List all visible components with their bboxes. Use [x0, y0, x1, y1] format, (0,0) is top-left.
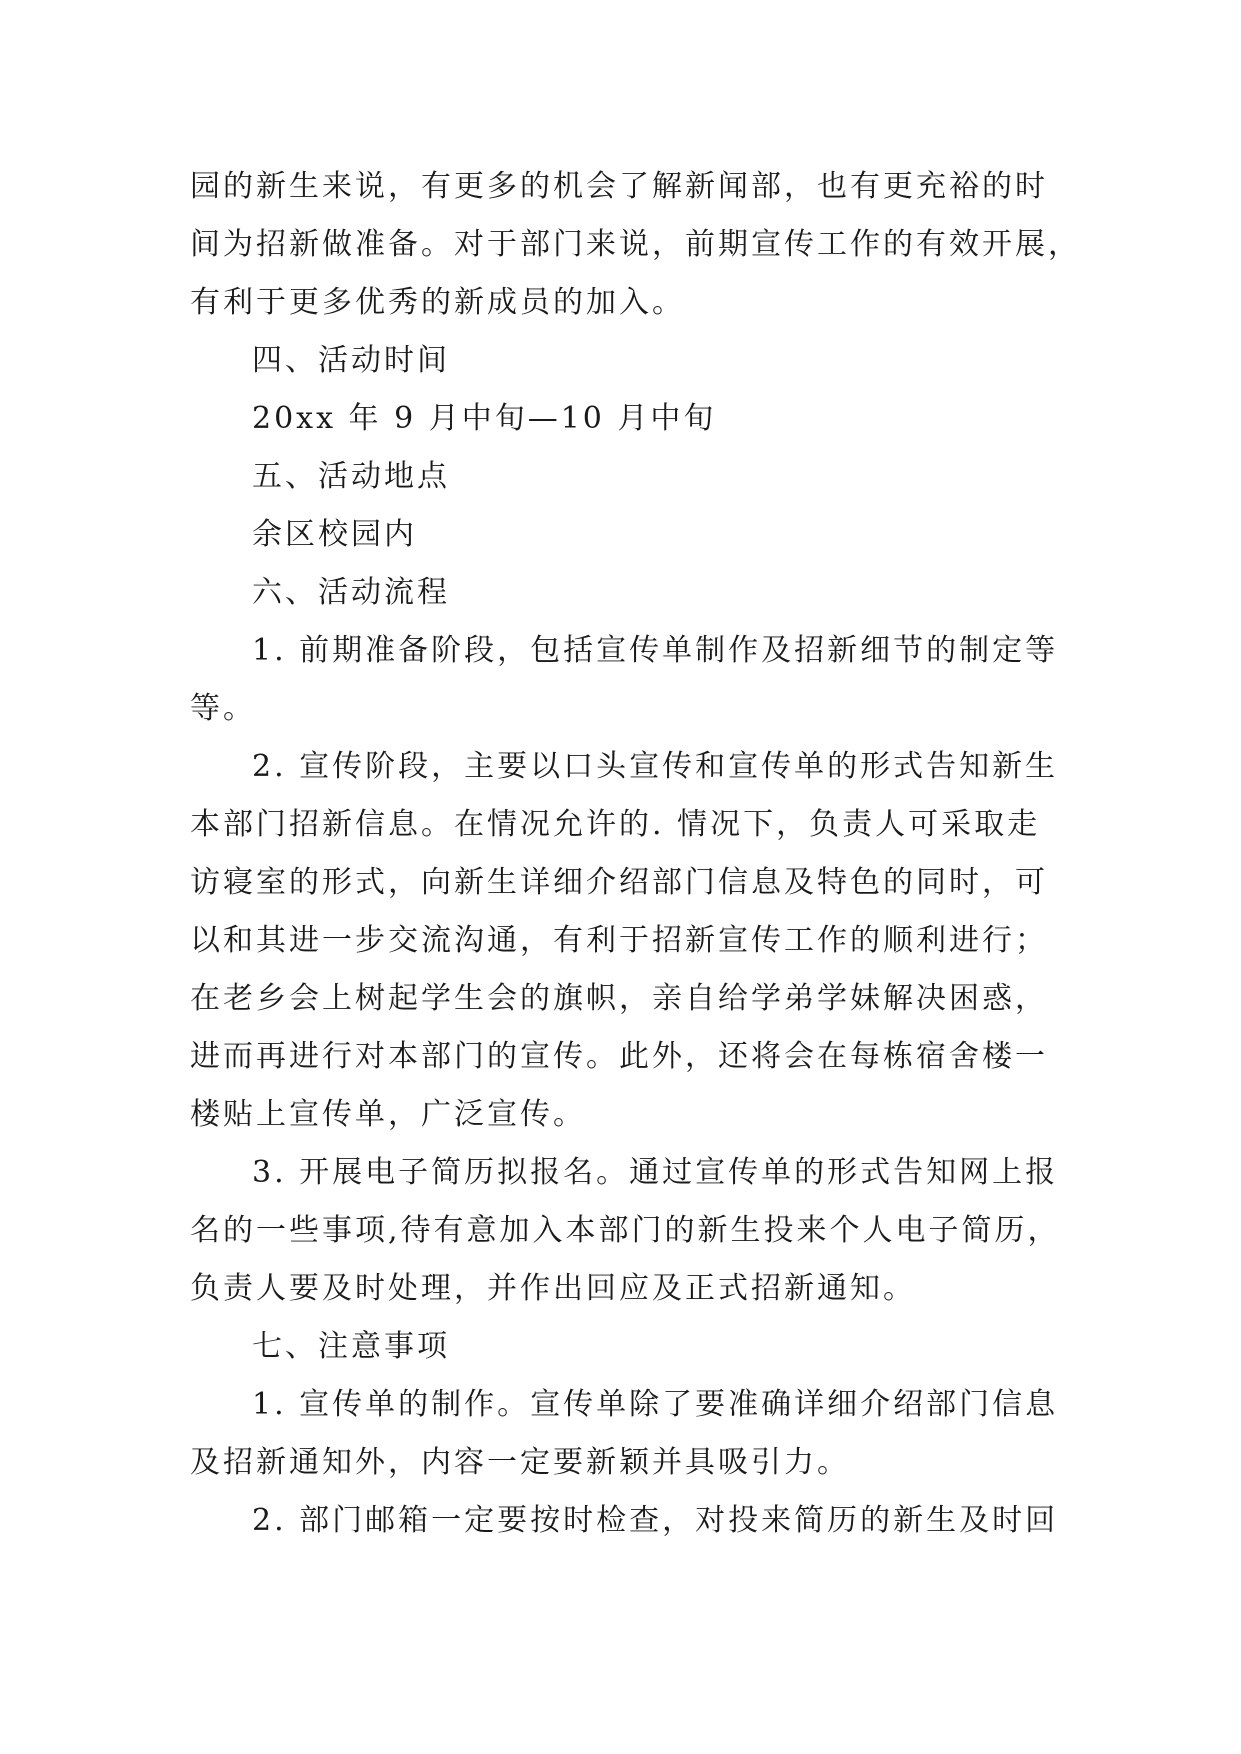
text-line: 负责人要及时处理，并作出回应及正式招新通知。: [190, 1271, 916, 1306]
text-line: 间为招新做准备。对于部门来说，前期宣传工作的有效开展，: [190, 227, 1081, 262]
text-line: 进而再进行对本部门的宣传。此外，还将会在每栋宿舍楼一: [190, 1039, 1048, 1074]
text-line: 余区校园内: [252, 517, 417, 552]
document-body: [190, 158, 1081, 1550]
text-line: 四、活动时间: [252, 343, 450, 378]
text-line: 本部门招新信息。在情况允许的. 情况下，负责人可采取走: [190, 807, 1041, 842]
text-line: 有利于更多优秀的新成员的加入。: [190, 285, 685, 320]
text-line: 园的新生来说，有更多的机会了解新闻部，也有更充裕的时: [190, 169, 1048, 204]
text-line: 及招新通知外，内容一定要新颖并具吸引力。: [190, 1445, 850, 1480]
text-line: 六、活动流程: [252, 575, 450, 610]
text-line: 1. 前期准备阶段，包括宣传单制作及招新细节的制定等: [252, 633, 1059, 668]
text-line: 七、注意事项: [252, 1329, 450, 1364]
text-line: 楼贴上宣传单，广泛宣传。: [190, 1097, 586, 1132]
text-line: 1. 宣传单的制作。宣传单除了要准确详细介绍部门信息: [252, 1387, 1059, 1422]
text-line: 3. 开展电子简历拟报名。通过宣传单的形式告知网上报: [252, 1155, 1059, 1190]
text-line: 20xx 年 9 月中旬—10 月中旬: [252, 401, 717, 436]
text-line: 访寝室的形式，向新生详细介绍部门信息及特色的同时，可: [190, 865, 1048, 900]
text-line: 以和其进一步交流沟通，有利于招新宣传工作的顺利进行；: [190, 923, 1048, 958]
text-line: 2. 宣传阶段，主要以口头宣传和宣传单的形式告知新生: [252, 749, 1059, 784]
text-line: 等。: [190, 691, 256, 726]
text-line: 在老乡会上树起学生会的旗帜，亲自给学弟学妹解决困惑，: [190, 981, 1048, 1016]
text-line: 2. 部门邮箱一定要按时检查，对投来简历的新生及时回: [252, 1503, 1059, 1538]
text-line: 名的一些事项,待有意加入本部门的新生投来个人电子简历，: [190, 1213, 1061, 1248]
text-line: 五、活动地点: [252, 459, 450, 494]
